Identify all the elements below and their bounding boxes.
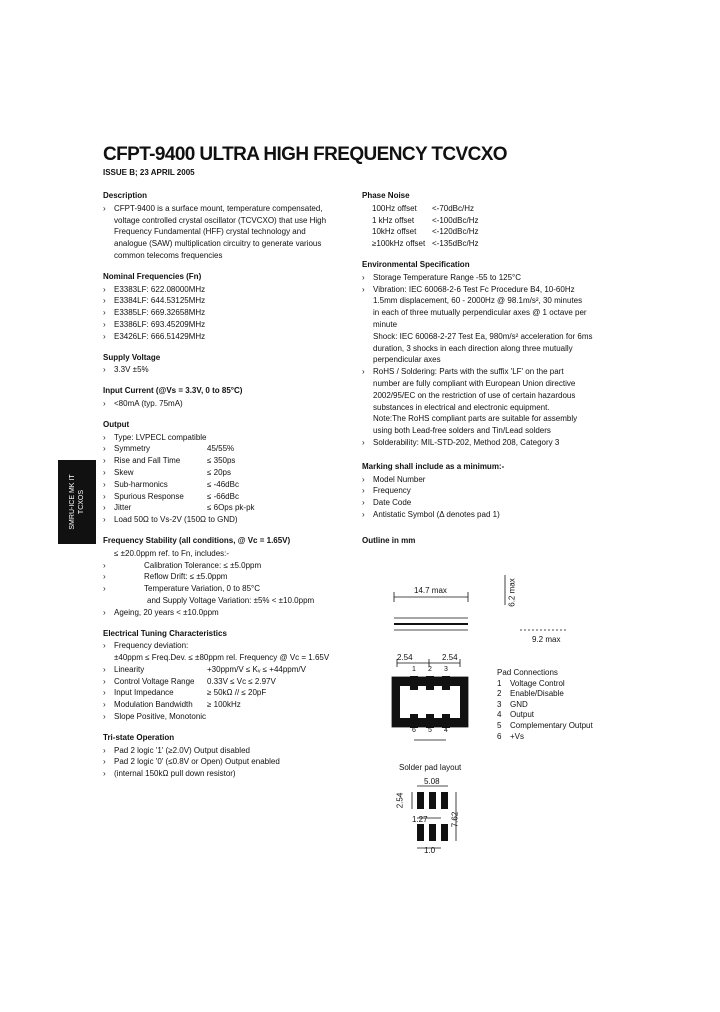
section-heading: Nominal Frequencies (Fn) — [103, 271, 202, 281]
list-item: › E3426LF: 666.51429MHz — [103, 331, 355, 343]
list-item: › Antistatic Symbol (Δ denotes pad 1) — [362, 509, 622, 521]
pad-dim-gap: 1.27 — [412, 815, 428, 824]
pin-label: 6 — [412, 727, 416, 734]
pad-name: Complementary Output — [510, 720, 593, 730]
pad-row — [497, 700, 593, 711]
issue-date: ISSUE B; 23 APRIL 2005 — [103, 168, 195, 177]
spec-value: 0.33V ≤ Vc ≤ 2.97V — [207, 676, 276, 686]
list-item: › 3.3V ±5% — [103, 364, 355, 376]
section-heading: Outline in mm — [362, 535, 416, 545]
spec-value: 45/55% — [207, 444, 235, 454]
desc-line: › CFPT-9400 is a surface mount, temperature compensated, — [103, 203, 355, 215]
solder-pad — [429, 792, 436, 809]
section-heading: Tri-state Operation — [103, 732, 175, 742]
pad-number: 1 — [497, 678, 502, 688]
list-item: › Vibration: IEC 60068-2-6 Test Fc Procedure B4, 10-60Hz — [362, 284, 622, 296]
spec-value: <-135dBc/Hz — [432, 239, 479, 249]
list-item: › Ageing, 20 years < ±10.0ppm — [103, 607, 355, 619]
spec-value: +30ppm/V ≤ Kᵥ ≤ +44ppm/V — [207, 664, 306, 674]
list-item: › E3383LF: 622.08000MHz — [103, 284, 355, 296]
pad-name: GND — [510, 699, 528, 709]
pad-number: 3 — [497, 699, 502, 709]
pad-name: Output — [510, 710, 535, 720]
list-item: › E3384LF: 644.53125MHz — [103, 295, 355, 307]
pad-row — [497, 679, 593, 690]
list-item: › Calibration Tolerance: ≤ ±5.0ppm — [103, 560, 262, 570]
pad-name: +Vs — [510, 731, 525, 741]
section-heading: Electrical Tuning Characteristics — [103, 628, 227, 638]
spec-value: <-100dBc/Hz — [432, 215, 479, 225]
dim-depth-label: 9.2 max — [532, 635, 561, 644]
list-item: › E3386LF: 693.45209MHz — [103, 319, 355, 331]
list-item: › Temperature Variation, 0 to 85°C — [103, 584, 260, 594]
spec-key: 10kHz offset — [372, 227, 417, 237]
spec-key: ≥100kHz offset — [372, 239, 426, 249]
solder-pad-heading: Solder pad layout — [399, 763, 462, 772]
list-item-cont: using both Lead-free solders and Tin/Lead solders — [373, 426, 551, 436]
list-item: › Solderability: MIL-STD-202, Method 208, Category 3 — [362, 437, 622, 449]
pad-name: Voltage Control — [510, 678, 565, 688]
list-item: › Storage Temperature Range -55 to 125°C — [362, 272, 622, 284]
list-item-text: Temperature Variation, 0 to 85°C — [144, 584, 260, 594]
list-item: › Type: LVPECL compatible — [103, 432, 355, 444]
list-item-cont: in each of three mutually perpendicular axes @ 1 octave per — [373, 308, 587, 318]
pad-row — [497, 689, 593, 700]
desc-line: common telecoms frequencies — [114, 250, 223, 260]
pitch-right-label: 2.54 — [442, 653, 458, 662]
pad-row — [497, 732, 593, 743]
solder-pad — [441, 824, 448, 841]
pin-label: 5 — [428, 727, 432, 734]
pad-dim-length: 7.62 — [450, 811, 460, 828]
list-item-text: Calibration Tolerance: ≤ ±5.0ppm — [144, 560, 262, 570]
list-item-cont: 1.5mm displacement, 60 - 2000Hz @ 98.1m/s², 30 minutes — [373, 296, 583, 306]
list-item: › (internal 150kΩ pull down resistor) — [103, 768, 355, 780]
list-item-cont: perpendicular axes — [373, 355, 441, 365]
list-item: › E3385LF: 669.32658MHz — [103, 307, 355, 319]
spec-value: ≤ -46dBc — [207, 479, 239, 489]
list-item: › Frequency — [362, 485, 622, 497]
spec-key: › Input Impedance — [103, 687, 207, 699]
spec-value: ≤ -66dBc — [207, 491, 239, 501]
spec-key: › Rise and Fall Time — [103, 455, 207, 467]
pad-name: Enable/Disable — [510, 689, 564, 699]
spec-value: ≥ 50kΩ // ≤ 20pF — [207, 688, 267, 698]
spec-value: ≤ 6Ops pk-pk — [207, 503, 255, 513]
list-item: › Model Number — [362, 474, 622, 486]
pad-number: 2 — [497, 689, 502, 699]
list-item: › Reflow Drift: ≤ ±5.0ppm — [103, 572, 228, 582]
deviation-value: ±40ppm ≤ Freq.Dev. ≤ ±80ppm rel. Frequency @ Vc = 1.65V — [114, 653, 330, 663]
side-tab-line1: SMRU-ICE MK IT — [69, 474, 76, 530]
section-heading: Input Current (@Vs = 3.3V, 0 to 85°C) — [103, 386, 243, 396]
pin-label: 3 — [444, 666, 448, 673]
pad-dim-pitch: 2.54 — [395, 792, 405, 809]
section-heading: Description — [103, 191, 148, 200]
spec-key: 1 kHz offset — [372, 215, 415, 225]
spec-value: ≤ 350ps — [207, 456, 236, 466]
spec-key: › Symmetry — [103, 443, 207, 455]
spec-key: › Skew — [103, 467, 207, 479]
pin-label: 4 — [444, 727, 448, 734]
spec-key: › Linearity — [103, 664, 207, 676]
solder-pad — [417, 824, 424, 841]
spec-value: ≤ 20ps — [207, 467, 231, 477]
list-item: › <80mA (typ. 75mA) — [103, 398, 355, 410]
pad-row — [497, 721, 593, 732]
spec-key: 100Hz offset — [372, 203, 417, 213]
spec-key: › Control Voltage Range — [103, 676, 207, 688]
list-item: › Date Code — [362, 497, 622, 509]
desc-line: voltage controlled crystal oscillator (TCVCXO) that use High — [114, 215, 327, 225]
spec-key: › Jitter — [103, 502, 207, 514]
side-tab-line2: TCXOS — [78, 489, 85, 515]
list-item-cont: 2002/95/EC on the restriction of use of certain hazardous — [373, 390, 576, 400]
list-item-cont: duration, 3 shocks in each direction along three mutually — [373, 343, 573, 353]
spec-value: ≥ 100kHz — [207, 700, 241, 710]
list-item-cont: number are fully compliant with European Union directive — [373, 378, 576, 388]
dim-width-label: 14.7 max — [414, 586, 447, 595]
dim-height-label: 6.2 max — [507, 578, 517, 607]
section-heading: Marking shall include as a minimum:- — [362, 461, 505, 471]
pitch-left-label: 2.54 — [397, 653, 413, 662]
list-item: › Pad 2 logic '1' (≥2.0V) Output disabled — [103, 745, 355, 757]
spec-key: › Sub-harmonics — [103, 479, 207, 491]
desc-line: Frequency Fundamental (HFF) crystal technology and — [114, 227, 306, 237]
section-heading: Supply Voltage — [103, 352, 161, 362]
list-item-cont: substances in electrical and electronic equipment. — [373, 402, 550, 412]
section-heading: Frequency Stability (all conditions, @ Vc = 1.65V) — [103, 535, 291, 545]
list-item-cont: minute — [373, 319, 398, 329]
section-heading: Phase Noise — [362, 191, 410, 200]
pad-connections — [497, 668, 593, 742]
list-item-text: Reflow Drift: ≤ ±5.0ppm — [144, 572, 228, 582]
pad-dim-pad: 1.0 — [424, 846, 436, 855]
pad-heading: Pad Connections — [497, 668, 558, 677]
list-item: › Slope Positive, Monotonic — [103, 711, 355, 723]
spec-key: › Modulation Bandwidth — [103, 699, 207, 711]
list-item-cont: Note:The RoHS compliant parts are suitable for assembly — [373, 414, 578, 424]
section-heading: Environmental Specification — [362, 259, 470, 269]
list-item: › Frequency deviation: — [103, 640, 355, 652]
spec-value: <-120dBc/Hz — [432, 227, 479, 237]
list-item: › Pad 2 logic '0' (≤0.8V or Open) Output enabled — [103, 756, 355, 768]
desc-line: analogue (SAW) multiplication circuitry to generate various — [114, 239, 322, 249]
spec-value: <-70dBc/Hz — [432, 203, 475, 213]
pad-number: 5 — [497, 720, 502, 730]
page-title: CFPT-9400 ULTRA HIGH FREQUENCY TCVCXO — [103, 144, 507, 165]
list-item-cont: Shock: IEC 60068-2-27 Test Ea, 980m/s² acceleration for 6ms — [373, 331, 593, 341]
stability-subheading: ≤ ±20.0ppm ref. to Fn, includes:- — [114, 548, 230, 558]
pad-number: 4 — [497, 710, 502, 720]
section-heading: Output — [103, 419, 130, 429]
pad-row — [497, 710, 593, 721]
pin-label: 1 — [412, 666, 416, 673]
list-item: › Load 50Ω to Vs-2V (150Ω to GND) — [103, 514, 355, 526]
stability-supply-line: and Supply Voltage Variation: ±5% < ±10.0ppm — [147, 595, 315, 605]
list-item: › RoHS / Soldering: Parts with the suffix 'LF' on the part — [362, 366, 622, 378]
solder-pad — [441, 792, 448, 809]
solder-pad — [429, 824, 436, 841]
pin-label: 2 — [428, 666, 432, 673]
pad-number: 6 — [497, 731, 502, 741]
pad-dim-total: 5.08 — [424, 777, 440, 786]
solder-pad — [417, 792, 424, 809]
spec-key: › Spurious Response — [103, 491, 207, 503]
